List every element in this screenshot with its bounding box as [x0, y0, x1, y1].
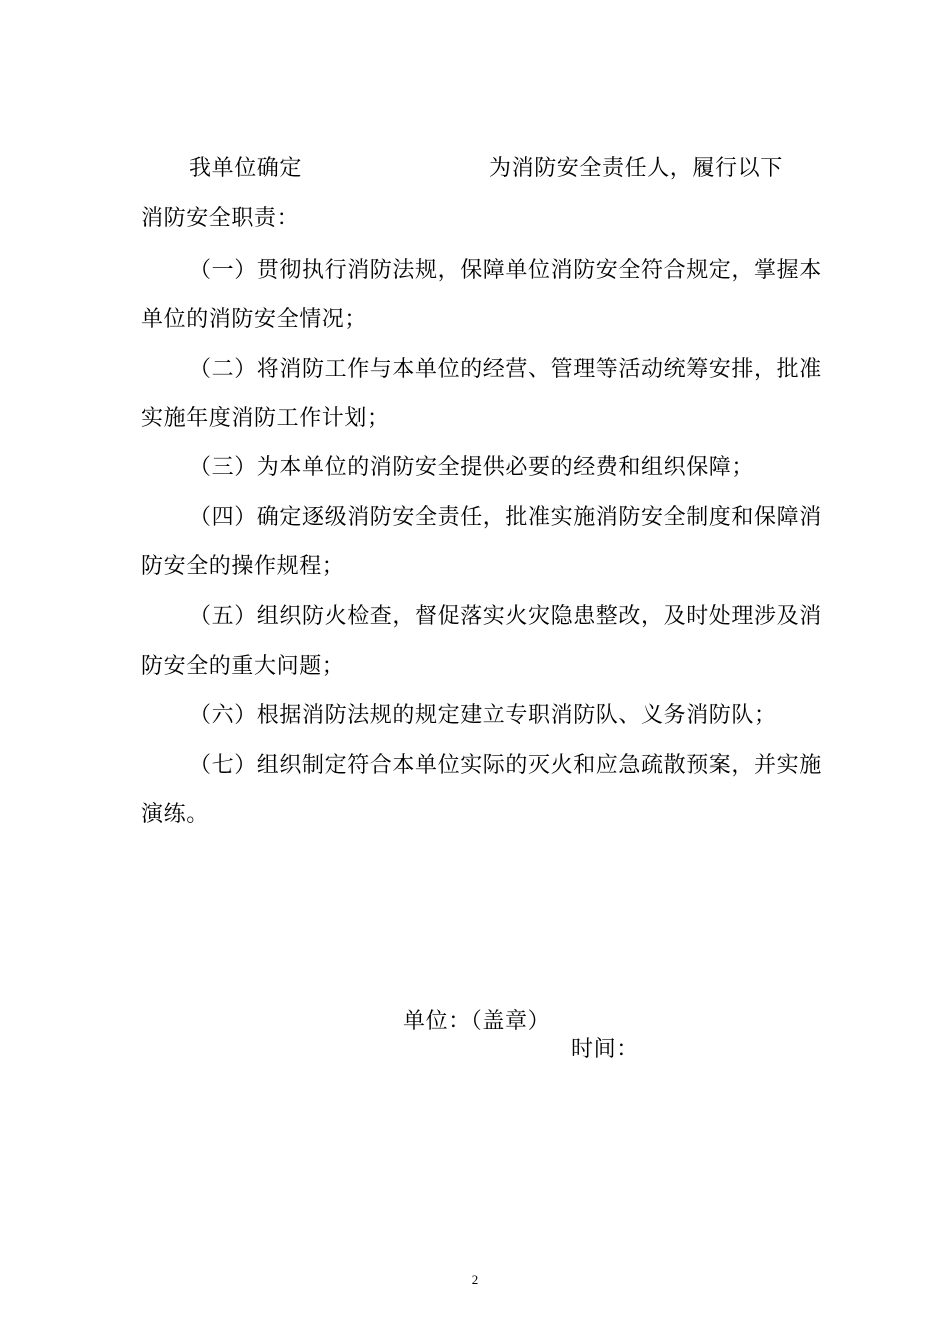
duty-7-line-1: （七）组织制定符合本单位实际的灭火和应急疏散预案，并实施 — [189, 753, 822, 778]
signature-unit-label: 单位：（盖章） — [403, 1009, 551, 1034]
intro-text-part2: 为消防安全责任人，履行以下 — [489, 156, 783, 181]
duty-4-line-2: 防安全的操作规程； — [141, 554, 345, 579]
signature-time-label: 时间： — [571, 1037, 639, 1062]
intro-text-part1: 我单位确定 — [189, 156, 303, 181]
duty-5-line-2: 防安全的重大问题； — [141, 654, 345, 679]
duty-5-line-1: （五）组织防火检查，督促落实火灾隐患整改，及时处理涉及消 — [189, 604, 822, 629]
page-number: 2 — [471, 1272, 479, 1287]
duty-1-line-1: （一）贯彻执行消防法规，保障单位消防安全符合规定，掌握本 — [189, 258, 822, 283]
duty-2-line-2: 实施年度消防工作计划； — [141, 406, 390, 431]
duty-2-line-1: （二）将消防工作与本单位的经营、管理等活动统筹安排，批准 — [189, 357, 822, 382]
duty-6-line-1: （六）根据消防法规的规定建立专职消防队、义务消防队； — [189, 703, 777, 728]
intro-text-continuation: 消防安全职责： — [141, 206, 300, 231]
duty-3-line-1: （三）为本单位的消防安全提供必要的经费和组织保障； — [189, 455, 755, 480]
duty-7-line-2: 演练。 — [141, 802, 209, 827]
duty-1-line-2: 单位的消防安全情况； — [141, 307, 368, 332]
duty-4-line-1: （四）确定逐级消防安全责任，批准实施消防安全制度和保障消 — [189, 505, 822, 530]
